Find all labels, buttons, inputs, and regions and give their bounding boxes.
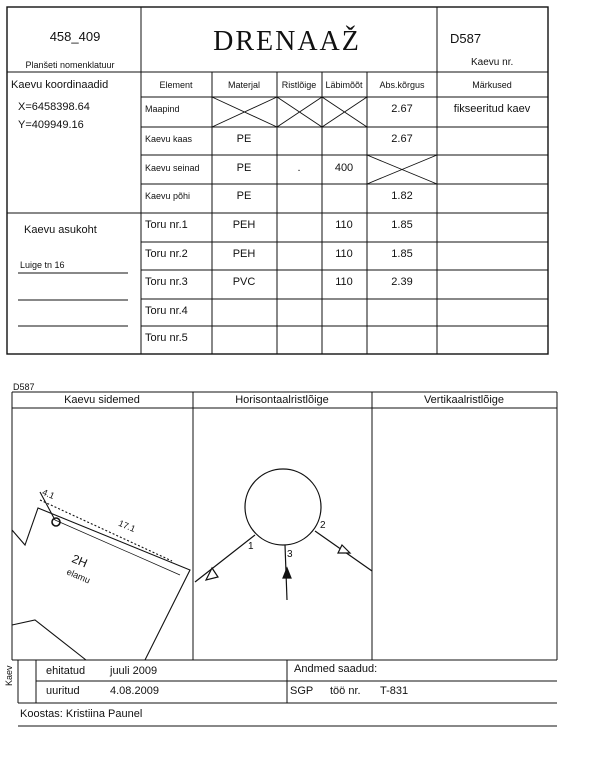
th-diameter: Läbimõõt: [325, 80, 363, 90]
cell-height: 1.82: [391, 190, 413, 202]
col-horizontal-title: Horisontaalristlõige: [235, 394, 329, 406]
cell-element: Kaevu seinad: [145, 163, 200, 173]
dim-label-2: 17.1: [116, 518, 137, 535]
built-value: juuli 2009: [110, 665, 158, 677]
cell-diameter: 110: [335, 276, 353, 288]
source-work-label: töö nr.: [330, 685, 361, 697]
source-work-number: T-831: [380, 685, 409, 697]
page-title: DRENAAŽ: [213, 26, 361, 57]
cell-diameter: 110: [335, 219, 353, 231]
cell-element: Maapind: [145, 104, 180, 114]
built-label: ehitatud: [46, 665, 86, 677]
well-id: D587: [450, 31, 482, 46]
building-id: 2H: [69, 551, 90, 571]
surveyed-label: uuritud: [46, 685, 80, 697]
cell-note: fikseeritud kaev: [453, 103, 531, 115]
cell-material: PEH: [232, 219, 256, 231]
sheet-label: Planšeti nomenklatuur: [25, 60, 115, 70]
source-label: Andmed saadud:: [294, 663, 378, 675]
col-vertical-title: Vertikaalristlõige: [423, 394, 505, 406]
th-cross: Ristlõige: [281, 80, 317, 90]
coords-label: Kaevu koordinaadid: [11, 79, 109, 91]
th-height: Abs.kõrgus: [379, 80, 425, 90]
cell-material: PE: [236, 190, 252, 202]
cell-material: PVC: [232, 276, 256, 288]
coord-x: X=6458398.64: [18, 101, 90, 113]
dim-label-1: 4.1: [40, 486, 57, 502]
source-org: SGP: [290, 685, 314, 697]
cell-element: Kaevu põhi: [145, 191, 191, 201]
building-type: elamu: [65, 566, 92, 586]
cell-element: Toru nr.5: [145, 332, 188, 344]
th-element: Element: [159, 80, 193, 90]
cell-height: 1.85: [391, 248, 413, 260]
location-label: Kaevu asukoht: [24, 224, 97, 236]
cell-element: Toru nr.3: [145, 276, 188, 288]
coord-y: Y=409949.16: [18, 119, 84, 131]
well-no-label: Kaevu nr.: [471, 57, 514, 68]
th-material: Materjal: [227, 80, 261, 90]
pipe-label-2: 2: [320, 520, 326, 531]
location-address: Luige tn 16: [20, 260, 65, 270]
cell-element: Toru nr.4: [145, 305, 188, 317]
pipe-label-1: 1: [248, 541, 254, 552]
cell-element: Toru nr.1: [145, 219, 188, 231]
building-sketch: [12, 492, 190, 660]
cell-height: 2.39: [391, 276, 413, 288]
cell-height: 2.67: [391, 103, 413, 115]
footer-side-label: Kaev: [4, 665, 14, 686]
col-links-title: Kaevu sidemed: [64, 394, 140, 406]
cell-height: 1.85: [391, 219, 413, 231]
cell-material: PEH: [232, 248, 256, 260]
cell-element: Toru nr.2: [145, 248, 188, 260]
pipe-label-3: 3: [287, 549, 293, 560]
cell-diameter: 110: [335, 248, 353, 260]
surveyed-value: 4.08.2009: [110, 685, 159, 697]
cell-element: Kaevu kaas: [145, 134, 193, 144]
sheet-number: 458_409: [49, 29, 101, 44]
th-notes: Märkused: [472, 80, 512, 90]
well-section: [195, 469, 372, 600]
cell-material: PE: [236, 162, 252, 174]
cell-cross: .: [297, 162, 301, 174]
cell-diameter: 400: [334, 162, 354, 174]
cell-height: 2.67: [391, 133, 413, 145]
cell-material: PE: [236, 133, 252, 145]
section-tag: D587: [13, 382, 35, 392]
author: Koostas: Kristiina Paunel: [20, 708, 143, 720]
